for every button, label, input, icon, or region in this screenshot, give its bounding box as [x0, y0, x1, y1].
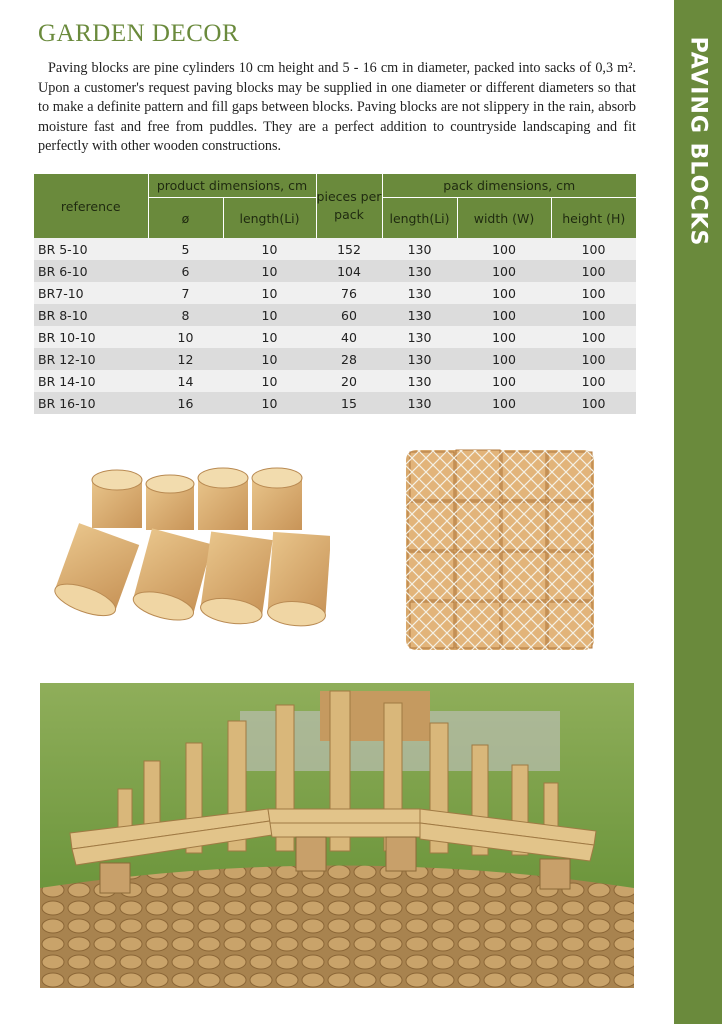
cell-pack-length: 130 — [382, 238, 457, 260]
cell-pack-length: 130 — [382, 370, 457, 392]
cell-pack-length: 130 — [382, 392, 457, 414]
cell-reference: BR 5-10 — [34, 238, 148, 260]
cell-diameter: 10 — [148, 326, 223, 348]
cell-diameter: 5 — [148, 238, 223, 260]
cell-length: 10 — [223, 348, 316, 370]
intro-paragraph: Paving blocks are pine cylinders 10 cm height and 5 - 16 cm in diameter, packed into sacks of 0,3 m². Upon a customer's request paving blocks may be supplied in one diameter or different diameters so that to make a definite pattern and fill gaps between blocks. Paving blocks are not slippery in the rain, absorb moisture fast and free from puddles. They are a perfect addition to countryside landscaping and fit perfectly with other wooden constructions. — [38, 60, 636, 155]
loose-blocks-photo — [40, 448, 330, 638]
cell-height: 100 — [551, 326, 636, 348]
header-pack-length: length(Li) — [382, 198, 457, 239]
product-table — [34, 174, 636, 414]
cell-width: 100 — [457, 392, 551, 414]
cell-width: 100 — [457, 304, 551, 326]
cell-width: 100 — [457, 282, 551, 304]
cell-length: 10 — [223, 392, 316, 414]
table-row — [34, 326, 636, 348]
page-title: GARDEN DECOR — [38, 20, 240, 47]
cell-pieces: 15 — [316, 392, 382, 414]
cell-height: 100 — [551, 260, 636, 282]
packed-blocks-photo — [398, 444, 598, 656]
table-row — [34, 238, 636, 260]
cell-pack-length: 130 — [382, 260, 457, 282]
cell-pack-length: 130 — [382, 282, 457, 304]
cell-length: 10 — [223, 370, 316, 392]
cell-width: 100 — [457, 260, 551, 282]
cell-width: 100 — [457, 326, 551, 348]
cell-length: 10 — [223, 282, 316, 304]
header-length: length(Li) — [223, 198, 316, 239]
cell-diameter: 16 — [148, 392, 223, 414]
cell-diameter: 8 — [148, 304, 223, 326]
cell-diameter: 7 — [148, 282, 223, 304]
cell-diameter: 12 — [148, 348, 223, 370]
cell-width: 100 — [457, 370, 551, 392]
cell-width: 100 — [457, 348, 551, 370]
cell-height: 100 — [551, 282, 636, 304]
sidebar-label: PAVING BLOCKS — [685, 36, 711, 246]
cell-width: 100 — [457, 238, 551, 260]
bench-photo — [40, 683, 634, 988]
cell-length: 10 — [223, 304, 316, 326]
cell-pieces: 28 — [316, 348, 382, 370]
cell-reference: BR 16-10 — [34, 392, 148, 414]
header-width: width (W) — [457, 198, 551, 239]
cell-height: 100 — [551, 238, 636, 260]
table-row — [34, 348, 636, 370]
cell-reference: BR7-10 — [34, 282, 148, 304]
cell-reference: BR 6-10 — [34, 260, 148, 282]
header-height: height (H) — [551, 198, 636, 239]
cell-height: 100 — [551, 304, 636, 326]
cell-pieces: 76 — [316, 282, 382, 304]
cell-length: 10 — [223, 260, 316, 282]
cell-height: 100 — [551, 370, 636, 392]
header-reference: reference — [34, 174, 148, 238]
cell-pieces: 40 — [316, 326, 382, 348]
cell-pieces: 60 — [316, 304, 382, 326]
cell-pack-length: 130 — [382, 326, 457, 348]
cell-pack-length: 130 — [382, 348, 457, 370]
cell-length: 10 — [223, 238, 316, 260]
table-row — [34, 370, 636, 392]
table-row — [34, 282, 636, 304]
header-pieces: pieces per pack — [316, 174, 382, 238]
cell-height: 100 — [551, 392, 636, 414]
table-row — [34, 304, 636, 326]
cell-height: 100 — [551, 348, 636, 370]
header-diameter: ø — [148, 198, 223, 239]
table-row — [34, 260, 636, 282]
cell-reference: BR 10-10 — [34, 326, 148, 348]
cell-pack-length: 130 — [382, 304, 457, 326]
cell-reference: BR 14-10 — [34, 370, 148, 392]
cell-length: 10 — [223, 326, 316, 348]
cell-pieces: 104 — [316, 260, 382, 282]
cell-diameter: 14 — [148, 370, 223, 392]
sidebar-label-box — [674, 36, 722, 246]
cell-reference: BR 12-10 — [34, 348, 148, 370]
cell-reference: BR 8-10 — [34, 304, 148, 326]
cell-pieces: 152 — [316, 238, 382, 260]
cell-pieces: 20 — [316, 370, 382, 392]
header-product-dimensions: product dimensions, cm — [148, 174, 316, 198]
cell-diameter: 6 — [148, 260, 223, 282]
header-pack-dimensions: pack dimensions, cm — [382, 174, 636, 198]
table-row — [34, 392, 636, 414]
